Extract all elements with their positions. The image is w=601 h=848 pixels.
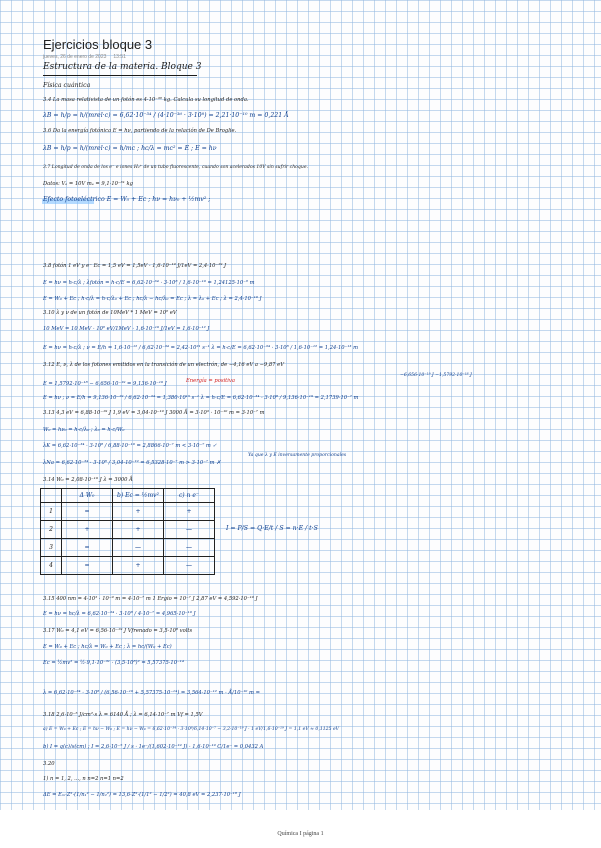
table-header-cell: Δ W₀ — [62, 489, 113, 503]
line-3-12-b: E = hν ; ν = E/h = 9,136·10⁻¹⁹ / 6,62·10⁻³⁴ = 1,380·10¹⁵ s⁻¹ λ = h·c/E = 6,62·10⁻³⁴ · 3·10⁸ / 9,136·10⁻¹⁹ = 2,1739·10⁻⁷ m — [43, 395, 359, 401]
table-cell: 1 — [41, 503, 62, 521]
notes-heading: Estructura de la materia. Bloque 3 — [43, 62, 202, 72]
line-3-13-a: W₀ = hν₀ = h·c/λ₀ ; λ₀ = h·c/W₀ — [43, 427, 125, 433]
line-3-8-b: E = W₀ + Ec ; h·c/λ = h·c/λ₀ + Ec ; hc/λ − hc/λ₀ = Ec ; λ = λ₀ + Ec ; λ = 2,4·10⁻¹⁹ J — [43, 296, 262, 302]
line-3-8-a: E = hν = h·c/λ ; λfotón = h·c/E = 6,62·10⁻³⁴ · 3·10⁸ / 1,6·10⁻¹⁹ = 1,24125·10⁻⁶ m — [43, 280, 255, 286]
table-cell: + — [164, 503, 215, 521]
table-cell: = — [62, 557, 113, 575]
line-3-10-b: E = hν = h·c/λ ; ν = E/h = 1,6·10⁻¹² / 6,62·10⁻³⁴ = 2,42·10²¹ s⁻¹ λ = h·c/E = 6,62·10⁻³⁴ · 3·10⁸ / 1,6·10⁻¹² = 1,24·10⁻¹³ m — [43, 345, 359, 351]
date-text: jueves, 26 de enero de 2023 — [43, 54, 107, 60]
table-row — [41, 503, 215, 521]
table-cell: — — [164, 557, 215, 575]
line-3-13-k: λK = 6,62·10⁻³⁴ · 3·10⁸ / 6,88·10⁻¹⁹ = 2,8866·10⁻⁷ m < 3·10⁻⁷ m ✓ — [43, 443, 217, 449]
table-cell: — — [164, 539, 215, 557]
table-cell: — — [164, 521, 215, 539]
problem-3-7: 3.7 Longitud de onda de los e⁻ e iones H₂⁺ de un tubo fluorescente, cuando son acelerados 10V sin sufrir choque. — [43, 165, 309, 170]
line-3-17-a: E = W₀ + Ec ; hc/λ = W₀ + Ec ; λ = hc/(W₀ + Ec) — [43, 644, 172, 650]
answer-3-6: λB = h/p = h/(mrel·c) = h/mc ; hc/λ = mc² = E ; E = hν — [43, 145, 217, 152]
problem-3-12: 3.12 E, ν, λ de los fotones emitidos en la transición de un electrón, de −4,16 eV a −9,87 eV — [43, 362, 284, 368]
data-3-7: Datos: Vₐ = 10V mₑ = 9,1·10⁻³¹ kg — [43, 181, 133, 187]
table-header-cell: c) n e⁻ — [164, 489, 215, 503]
problem-3-13: 3.13 4,3 eV = 6,88·10⁻¹⁹ J 1,9 eV = 3,04·10⁻¹⁹ J 3000 Å = 3·10³ · 10⁻¹⁰ m = 3·10⁻⁷ m — [43, 410, 265, 416]
table-3-14 — [40, 488, 215, 575]
line-3-13-na: λNa = 6,62·10⁻³⁴ · 3·10⁸ / 3,04·10⁻¹⁹ = 6,5328·10⁻⁷ m > 3·10⁻⁷ m ✗ — [43, 460, 221, 466]
time-text: 13:51 — [113, 54, 126, 60]
line-3-18-a: a) E = W₀ + Ec ; E = hν − W₀ ; E = hν − W₀ = 6,62·10⁻³⁴ · 3·10⁸/6,14·10⁻⁷ − 3,2·10⁻¹⁹ J · 1 eV/1,6·10⁻¹⁹ J = 1,1 eV ≈ 0,1125 eV — [43, 727, 340, 732]
problem-3-20: 3.20 — [43, 761, 55, 767]
heading-underline — [43, 75, 197, 76]
intensity-formula: I = P/S = Q·E/t / S = n·E / t·S — [226, 525, 318, 532]
table-cell: + — [113, 503, 164, 521]
line-3-17-c: λ = 6,62·10⁻³⁴ · 3·10⁸ / (6,56·10⁻¹⁹ + 5,57375·10⁻¹⁴) = 3,564·10⁻¹² m · Å/10⁻¹⁰ m = — [43, 690, 260, 696]
line-3-17-b: Ec = ½mv² = ½·9,1·10⁻³¹ · (3,5·10⁸)² = 5,57375·10⁻¹⁴ — [43, 660, 184, 666]
table-row — [41, 557, 215, 575]
problem-3-17: 3.17 W₀ = 4,1 eV = 6,56·10⁻¹⁹ J Vfrenado = 3,5·10⁸ volts — [43, 628, 193, 634]
table-header-row — [41, 489, 215, 503]
line-3-12-a: E = 1,5792·10⁻¹⁸ − 6,656·10⁻¹⁹ = 9,136·10⁻¹⁹ J — [43, 381, 167, 387]
table-header-cell: b) Ec = ½mv² — [113, 489, 164, 503]
line-3-20-b: ΔE = Eₘ·Z²·(1/n₁² − 1/n₂²) = 13,6·Z²·(1/1² − 1/2²) = 40,8 eV = 2,237·10⁻¹⁸ J — [43, 792, 241, 798]
page-footer: Química I página 1 — [277, 831, 324, 837]
table-cell: 4 — [41, 557, 62, 575]
line-3-20-a: 1) n = 1, 2, ..., n n=2 n=1 n=2 — [43, 776, 124, 782]
page-date — [43, 54, 126, 60]
problem-3-10: 3.10 λ y ν de un fotón de 10MeV * 1 MeV = 10⁶ eV — [43, 310, 177, 316]
table-cell: = — [62, 539, 113, 557]
table-header-cell — [41, 489, 62, 503]
problem-3-14: 3.14 W₀ = 2,08·10⁻¹⁹ J λ = 3000 Å — [43, 477, 133, 483]
line-3-15: E = hν = hc/λ = 6,62·10⁻³⁴ · 3·10⁸ / 4·10⁻⁷ = 4,965·10⁻¹⁹ J — [43, 611, 196, 617]
page-title: Ejercicios bloque 3 — [43, 37, 153, 52]
answer-3-4: λB = h/p = h/(mrel·c) = 6,62·10⁻³⁴ / (4·10⁻³⁶ · 3·10⁸) = 2,21·10⁻¹⁰ m = 0,221 Å — [43, 112, 289, 119]
table-cell: — — [113, 539, 164, 557]
table-cell: + — [62, 521, 113, 539]
problem-3-15: 3.15 400 nm = 4·10² · 10⁻⁹ m = 4·10⁻⁷ m 1 Ergio = 10⁻⁷ J 2,87 eV = 4,592·10⁻¹⁹ J — [43, 596, 258, 602]
table-row — [41, 539, 215, 557]
note-positive-energy: Energía = positiva — [186, 378, 235, 384]
table-cell: 2 — [41, 521, 62, 539]
table-cell: + — [113, 557, 164, 575]
table-cell: = — [62, 503, 113, 521]
note-inverse: Ya que λ y E inversamente proporcionales — [248, 453, 347, 458]
table-row — [41, 521, 215, 539]
table-cell: 3 — [41, 539, 62, 557]
values-3-12: −6,656·10⁻¹⁹ J −1,5792·10⁻¹⁸ J — [400, 373, 472, 378]
photoelectric-effect: Efecto fotoeléctrico E = W₀ + Ec ; hν = hν₀ + ½mv² ; — [43, 196, 211, 203]
problem-3-6: 3.6 Da la energía fotónica E = hν, partiendo de la relación de De Broglie. — [43, 128, 237, 134]
line-3-18-b: b) I = q(c)/s(cm) ; I = 2,6·10⁻⁵ J / s · 1e⁻/(1,602·10⁻¹⁹ J) · 1,6·10⁻¹⁹ C/1e⁻ = 0,0432 A — [43, 744, 264, 750]
problem-3-18: 3.18 2,6·10⁻⁵ J/cm²·s λ = 6140 Å ; λ = 6,14·10⁻⁷ m Vf = 1,5V — [43, 712, 203, 718]
line-3-10-a: 10 MeV = 10 MeV · 10⁶ eV/1MeV · 1,6·10⁻¹⁹ J/1eV = 1,6·10⁻¹² J — [43, 326, 210, 332]
table-cell: + — [113, 521, 164, 539]
problem-3-8: 3.8 fotón 1 eV y e⁻ Ec = 1,5 eV = 1,5eV · 1,6·10⁻¹⁹ J/1eV = 2,4·10⁻¹⁹ J — [43, 263, 227, 269]
section-heading: Física cuántica — [43, 82, 91, 89]
problem-3-4: 3.4 La masa relativista de un fotón es 4·10⁻³⁶ kg. Calcula su longitud de onda. — [43, 97, 249, 103]
